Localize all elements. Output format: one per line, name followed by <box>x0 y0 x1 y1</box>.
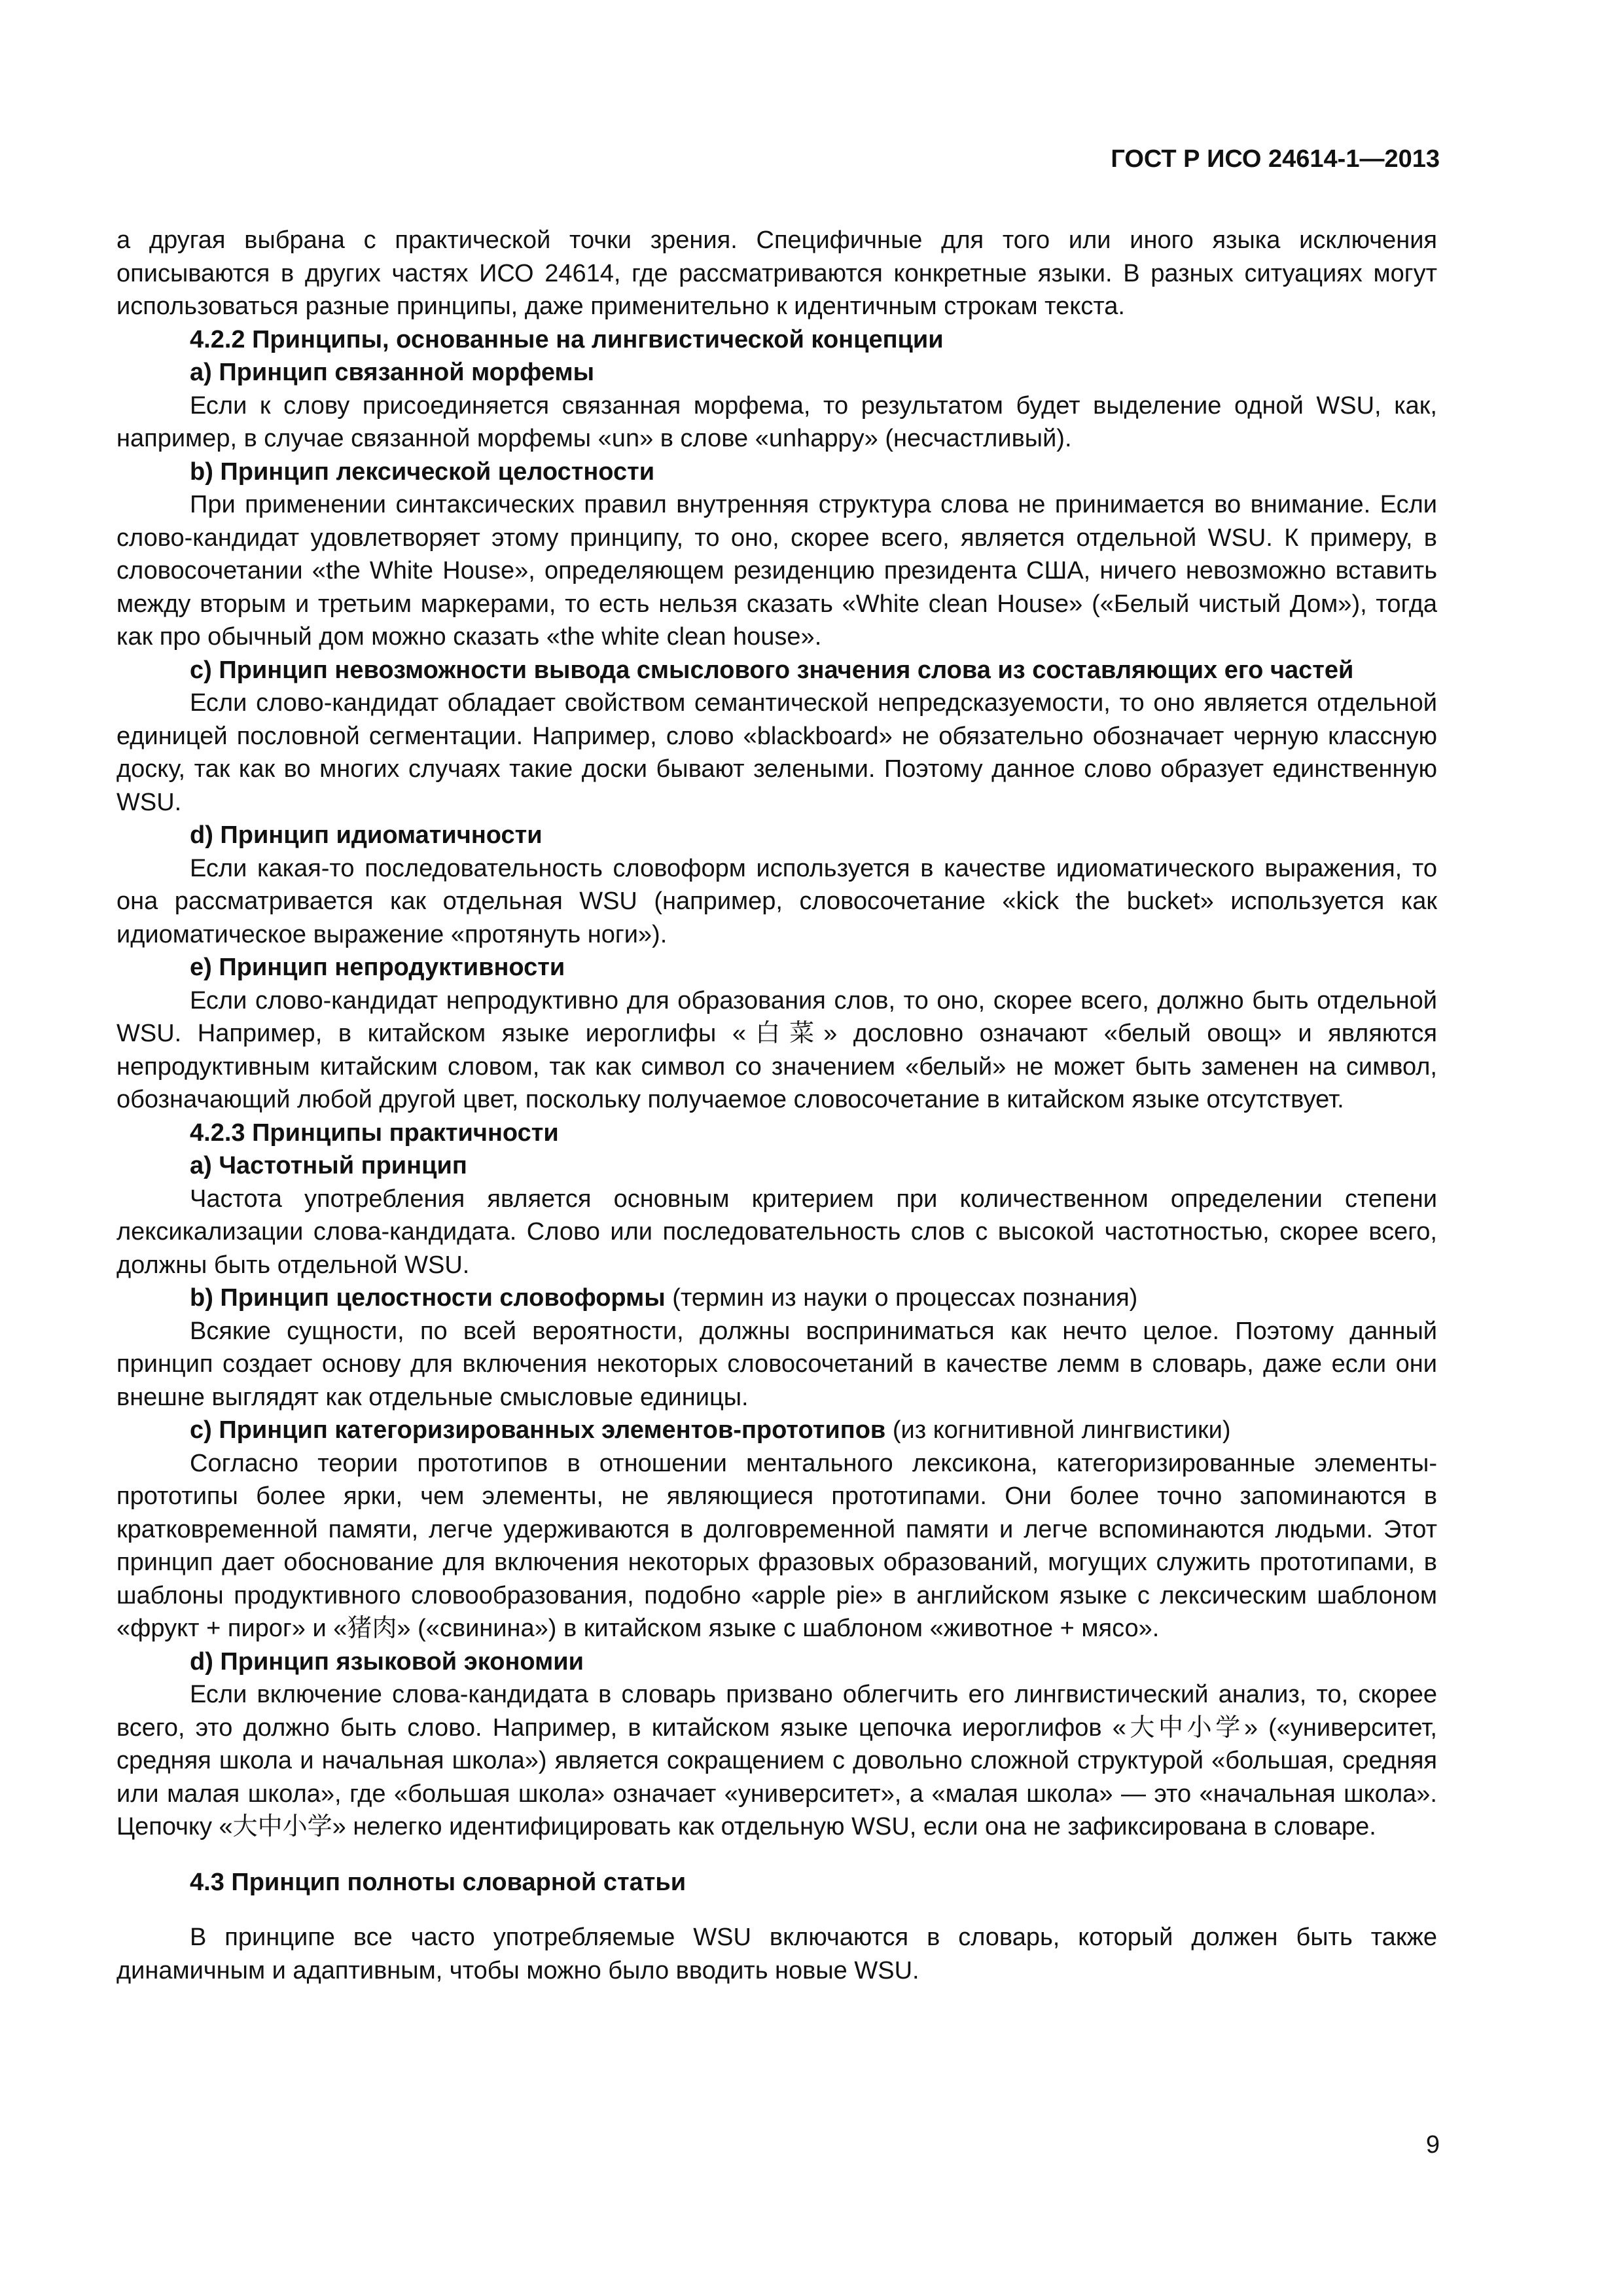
page-number: 9 <box>1425 2131 1440 2159</box>
body-paragraph: Всякие сущности, по всей вероятности, должны восприниматься как нечто целое. Поэтому данный принцип создает основу для включения некоторых словосочетаний в качестве лемм в словарь, даже если они внешне выглядят как отдельные смысловые единицы. <box>116 1317 1437 1411</box>
body-paragraph: При применении синтаксических правил внутренняя структура слова не принимается во внимание. Если слово-кандидат удовлетворяет этому принципу, то оно, скорее всего, является отдельной WSU. К примеру, в словосочетании «the White House», определяющем резиденцию президента США, ничего невозможно вставить между вторым и третьим маркерами, то есть нельзя сказать «White clean House» («Белый чистый Дом»), тогда как про обычный дом можно сказать «the white clean house». <box>116 491 1437 651</box>
subsection-heading: a) Частотный принцип <box>190 1152 467 1179</box>
heading-with-note <box>116 1282 1437 1315</box>
body-paragraph: Если слово-кандидат непродуктивно для образования слов, то оно, скорее всего, должно быть отдельной WSU. Например, в китайском языке иероглифы «白菜» дословно означают «белый овощ» и являются непродуктивным китайским словом, так как символ со значением «белый» не может быть заменен на символ, обозначающий любой другой цвет, поскольку получаемое словосочетание в китайском языке отсутствует. <box>116 986 1437 1113</box>
heading-bold-part: c) Принцип категоризированных элементов-прототипов <box>190 1416 886 1444</box>
subsection-heading: d) Принцип идиоматичности <box>190 821 543 849</box>
subsection-heading: d) Принцип языковой экономии <box>190 1647 584 1676</box>
subsection-heading: 4.2.2 Принципы, основанные на лингвистической концепции <box>190 325 944 353</box>
document-body <box>116 224 1437 1987</box>
continued-paragraph: а другая выбрана с практической точки зрения. Специфичные для того или иного языка исключения описываются в других частях ИСО 24614, где рассматриваются конкретные языки. В разных ситуациях могут использоваться разные принципы, даже применительно к идентичным строкам текста. <box>116 226 1437 320</box>
subsection-heading: a) Принцип связанной морфемы <box>190 359 595 386</box>
body-paragraph: Если какая-то последовательность словоформ используется в качестве идиоматического выражения, то она рассматривается как отдельная WSU (например, словосочетание «kick the bucket» используется как идиоматическое выражение «протянуть ноги»). <box>116 854 1437 948</box>
section-heading: 4.3 Принцип полноты словарной статьи <box>190 1868 687 1896</box>
subsection-heading: b) Принцип лексической целостности <box>190 457 655 486</box>
body-paragraph: Если к слову присоединяется связанная морфема, то результатом будет выделение одной WSU, как, например, в случае связанной морфемы «un» в слове «unhappy» (несчастливый). <box>116 391 1437 452</box>
heading-with-note <box>116 1414 1437 1447</box>
heading-note: (из когнитивной лингвистики) <box>885 1416 1231 1444</box>
heading-note: (термин из науки о процессах познания) <box>665 1284 1138 1312</box>
body-paragraph: Если включение слова-кандидата в словарь призвано облегчить его лингвистический анализ, то, скорее всего, это должно быть слово. Например, в китайском языке цепочка иероглифов «大中小学» («университет, средняя школа и начальная школа») является сокращением с довольно сложной структурой «большая, средняя или малая школа», где «большая школа» означает «университет», а «малая школа» — это «начальная школа». Цепочку «大中小学» нелегко идентифицировать как отдельную WSU, если она не зафиксирована в словаре. <box>116 1681 1437 1840</box>
body-paragraph: Частота употребления является основным критерием при количественном определении степени лексикализации слова-кандидата. Слово или последовательность слов с высокой частотностью, скорее всего, должны быть отдельной WSU. <box>116 1185 1437 1279</box>
subsection-heading: e) Принцип непродуктивности <box>190 954 565 981</box>
heading-bold-part: b) Принцип целостности словоформы <box>190 1284 666 1312</box>
body-paragraph: Согласно теории прототипов в отношении ментального лексикона, категоризированные элементы-прототипы более ярки, чем элементы, не являющиеся прототипами. Они более точно запоминаются в кратковременной памяти, легче удерживаются в долговременной памяти и легче вспоминаются людьми. Этот принцип дает обоснование для включения некоторых фразовых образований, могущих служить прототипами, в шаблоны продуктивного словообразования, подобно «apple pie» в английском языке с лексическим шаблоном «фрукт + пирог» и «猪肉» («свинина») в китайском языке с шаблоном «животное + мясо». <box>116 1449 1437 1642</box>
subsection-heading: 4.2.3 Принципы практичности <box>190 1119 559 1147</box>
body-paragraph: В принципе все часто употребляемые WSU включаются в словарь, который должен быть также динамичным и адаптивным, чтобы можно было вводить новые WSU. <box>116 1924 1437 1984</box>
subsection-heading: c) Принцип невозможности вывода смыслового значения слова из составляющих его частей <box>190 656 1354 684</box>
body-paragraph: Если слово-кандидат обладает свойством семантической непредсказуемости, то оно является отдельной единицей пословной сегментации. Например, слово «blackboard» не обязательно обозначает черную классную доску, так как во многих случаях такие доски бывают зелеными. Поэтому данное слово образует единственную WSU. <box>116 689 1437 816</box>
document-header: ГОСТ Р ИСО 24614-1—2013 <box>1111 145 1440 173</box>
